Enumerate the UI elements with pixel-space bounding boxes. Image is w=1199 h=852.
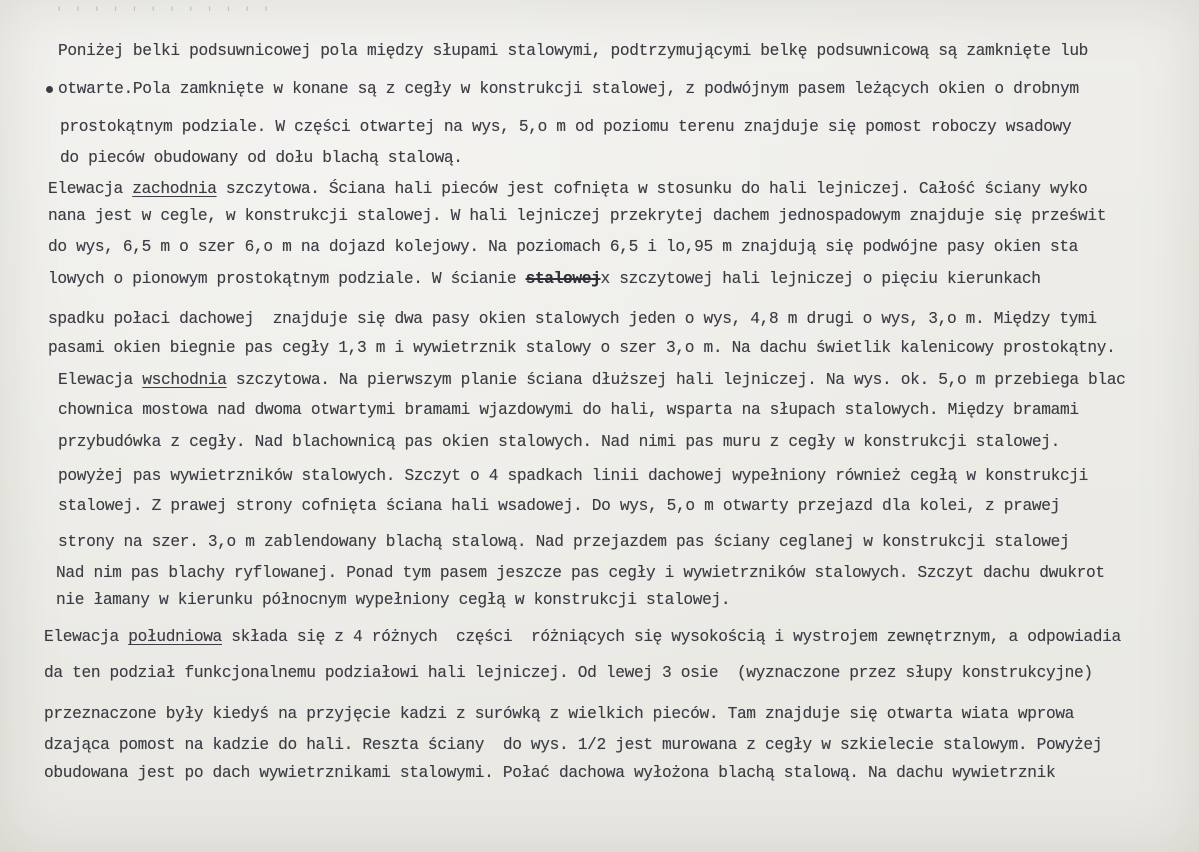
text-line: Poniżej belki podsuwnicowej pola między słupami stalowymi, podtrzymującymi belkę podsuwnicową są zamknięte lub	[58, 42, 1089, 60]
underlined-heading-word: zachodnia	[132, 180, 217, 198]
text-line: pasami okien biegnie pas cegły 1,3 m i wywietrznik stalowy o szer 3,o m. Na dachu świetlik kalenicowy prostokątny.	[48, 339, 1116, 357]
struck-out-word: stalowej	[525, 270, 601, 288]
text-line: do pieców obudowany od dołu blachą stalową.	[60, 149, 463, 167]
text-line: dzająca pomost na kadzie do hali. Reszta ściany do wys. 1/2 jest murowana z cegły w szkielecie stalowym. Powyżej	[44, 736, 1103, 754]
text-line: powyżej pas wywietrzników stalowych. Szczyt o 4 spadkach linii dachowej wypełniony również cegłą w konstrukcji	[58, 467, 1089, 485]
text-line: Elewacja południowa składa się z 4 różnych części różniących się wysokością i wystrojem zewnętrznym, a odpowiadia	[44, 628, 1121, 646]
text-line: otwarte.Pola zamknięte w konane są z cegły w konstrukcji stalowej, z podwójnym pasem leżących okien o drobnym	[58, 80, 1079, 98]
text-line: prostokątnym podziale. W części otwartej na wys, 5,o m od poziomu terenu znajduje się pomost roboczy wsadowy	[60, 118, 1072, 136]
text-line: przybudówka z cegły. Nad blachownicą pas okien stalowych. Nad nimi pas muru z cegły w konstrukcji stalowej.	[58, 433, 1060, 451]
text-line: przeznaczone były kiedyś na przyjęcie kadzi z surówką z wielkich pieców. Tam znajduje się otwarta wiata wprowa	[44, 705, 1075, 723]
bleed-through-text: ʹ ʹ ʹ ʹ ʹ ʹ ʹ ʹ ʹ ʹ ʹ ʹ	[55, 6, 272, 22]
ink-dot-mark	[46, 86, 53, 93]
text-line: spadku połaci dachowej znajduje się dwa pasy okien stalowych jeden o wys, 4,8 m drugi o wys, 3,o m. Między tymi	[48, 310, 1097, 328]
text-line: strony na szer. 3,o m zablendowany blachą stalową. Nad przejazdem pas ściany ceglanej w konstrukcji stalowej	[58, 533, 1070, 551]
text-line: chownica mostowa nad dwoma otwartymi bramami wjazdowymi do hali, wsparta na słupach stalowych. Między bramami	[58, 401, 1079, 419]
underlined-heading-word: wschodnia	[142, 371, 227, 389]
text-line: nana jest w cegle, w konstrukcji stalowej. W hali lejniczej przekrytej dachem jednospadowym znajduje się prześwit	[48, 207, 1107, 225]
text-line: obudowana jest po dach wywietrznikami stalowymi. Połać dachowa wyłożona blachą stalową. Na dachu wywietrznik	[44, 764, 1056, 782]
text-line: da ten podział funkcjonalnemu podziałowi hali lejniczej. Od lewej 3 osie (wyznaczone przez słupy konstrukcyjne)	[44, 664, 1093, 682]
text-line: lowych o pionowym prostokątnym podziale. W ścianie stalowejx szczytowej hali lejniczej o pięciu kierunkach	[48, 270, 1041, 288]
text-line: stalowej. Z prawej strony cofnięta ściana hali wsadowej. Do wys, 5,o m otwarty przejazd dla kolei, z prawej	[58, 497, 1060, 515]
text-line: nie łamany w kierunku północnym wypełniony cegłą w konstrukcji stalowej.	[56, 591, 731, 609]
text-line: do wys, 6,5 m o szer 6,o m na dojazd kolejowy. Na poziomach 6,5 i lo,95 m znajdują się podwójne pasy okien sta	[48, 238, 1079, 256]
text-line: Nad nim pas blachy ryflowanej. Ponad tym pasem jeszcze pas cegły i wywietrzników stalowych. Szczyt dachu dwukrot	[56, 564, 1105, 582]
text-line: Elewacja wschodnia szczytowa. Na pierwszym planie ściana dłuższej hali lejniczej. Na wys. ok. 5,o m przebiega blac	[58, 371, 1126, 389]
underlined-heading-word: południowa	[128, 628, 222, 646]
text-line: Elewacja zachodnia szczytowa. Ściana hali pieców jest cofnięta w stosunku do hali lejniczej. Całość ściany wyko	[48, 180, 1088, 198]
